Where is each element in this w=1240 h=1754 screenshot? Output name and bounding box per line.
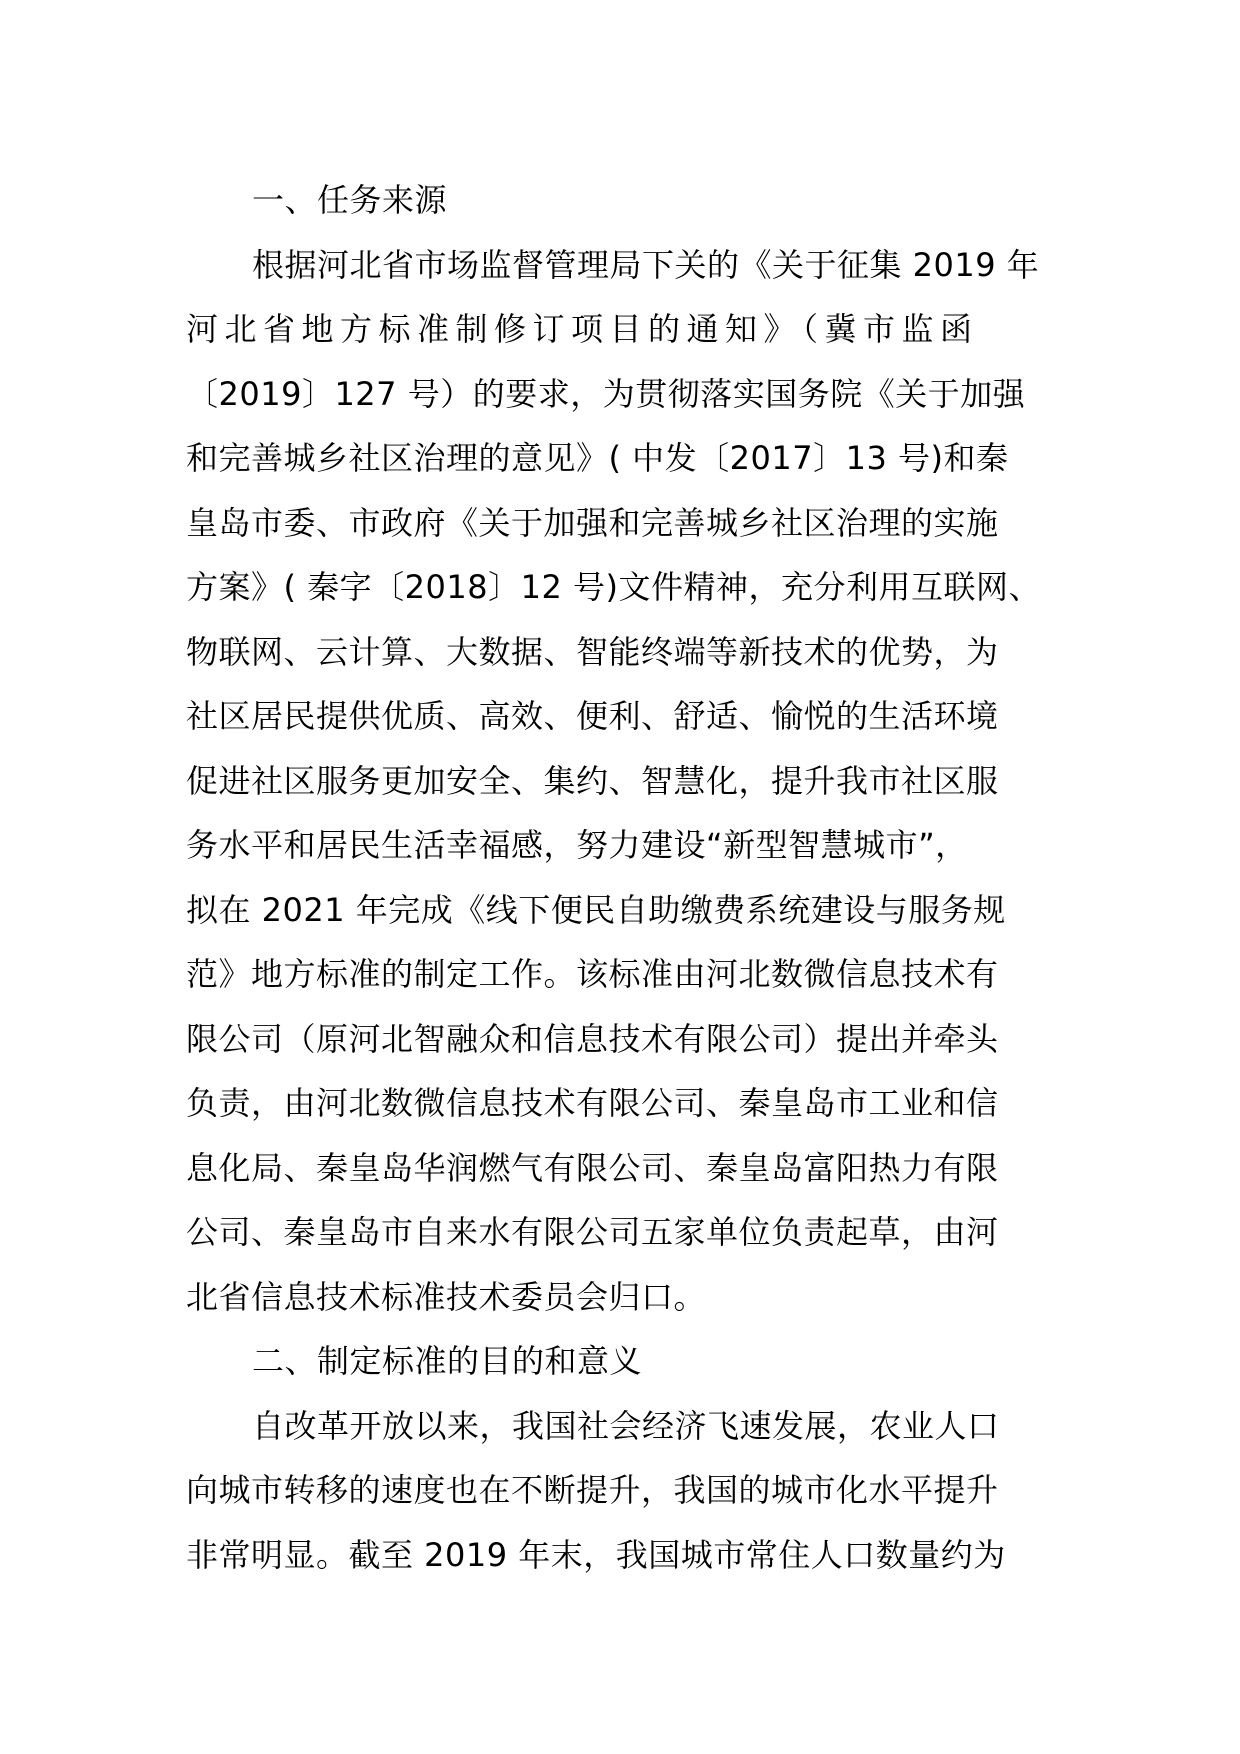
text-line: 北省信息技术标准技术委员会归口。 [186,1277,707,1316]
text-line: 负责，由河北数微信息技术有限公司、秦皇岛市工业和信 [186,1084,999,1122]
text-line: 和完善城乡社区治理的意见》( 中发〔2017〕13 号)和秦 [186,439,1009,477]
paragraph-purpose [186,1394,1052,1588]
text-line: 皇岛市委、市政府《关于加强和完善城乡社区治理的实施 [186,503,999,542]
text-line: 自改革开放以来，我国社会经济飞速发展，农业人口 [252,1406,1000,1445]
document-body [186,168,1052,1587]
text-line: 根据河北省市场监督管理局下关的《关于征集 2019 年 [252,245,1040,284]
text-line: 社区居民提供优质、高效、便利、舒适、愉悦的生活环境 [186,697,999,735]
text-line: 范》地方标准的制定工作。该标准由河北数微信息技术有 [186,955,999,993]
paragraph-task-source [186,233,1052,1330]
text-line: 向城市转移的速度也在不断提升，我国的城市化水平提升 [186,1471,999,1509]
section-heading-task-source: 一、任务来源 [252,181,448,219]
text-line: 拟在 2021 年完成《线下便民自助缴费系统建设与服务规 [186,890,1006,929]
text-line: 息化局、秦皇岛华润燃气有限公司、秦皇岛富阳热力有限 [186,1148,999,1187]
text-line: 方案》( 秦字〔2018〕12 号)文件精神，充分利用互联网、 [186,568,1041,606]
text-line: 限公司（原河北智融众和信息技术有限公司）提出并牵头 [186,1019,999,1058]
text-line: 非常明显。截至 2019 年末，我国城市常住人口数量约为 [186,1535,1006,1574]
text-line: 促进社区服务更加安全、集约、智慧化，提升我市社区服 [186,761,999,800]
text-line: 河北省地方标准制修订项目的通知》（冀市监函 [186,310,979,348]
text-line: 务水平和居民生活幸福感，努力建设“新型智慧城市”， [186,826,968,864]
section-heading-purpose: 二、制定标准的目的和意义 [252,1342,643,1380]
text-line: 公司、秦皇岛市自来水有限公司五家单位负责起草，由河 [186,1213,999,1251]
text-line: 〔2019〕127 号）的要求，为贯彻落实国务院《关于加强 [186,374,1026,413]
text-line: 物联网、云计算、大数据、智能终端等新技术的优势，为 [186,632,999,671]
